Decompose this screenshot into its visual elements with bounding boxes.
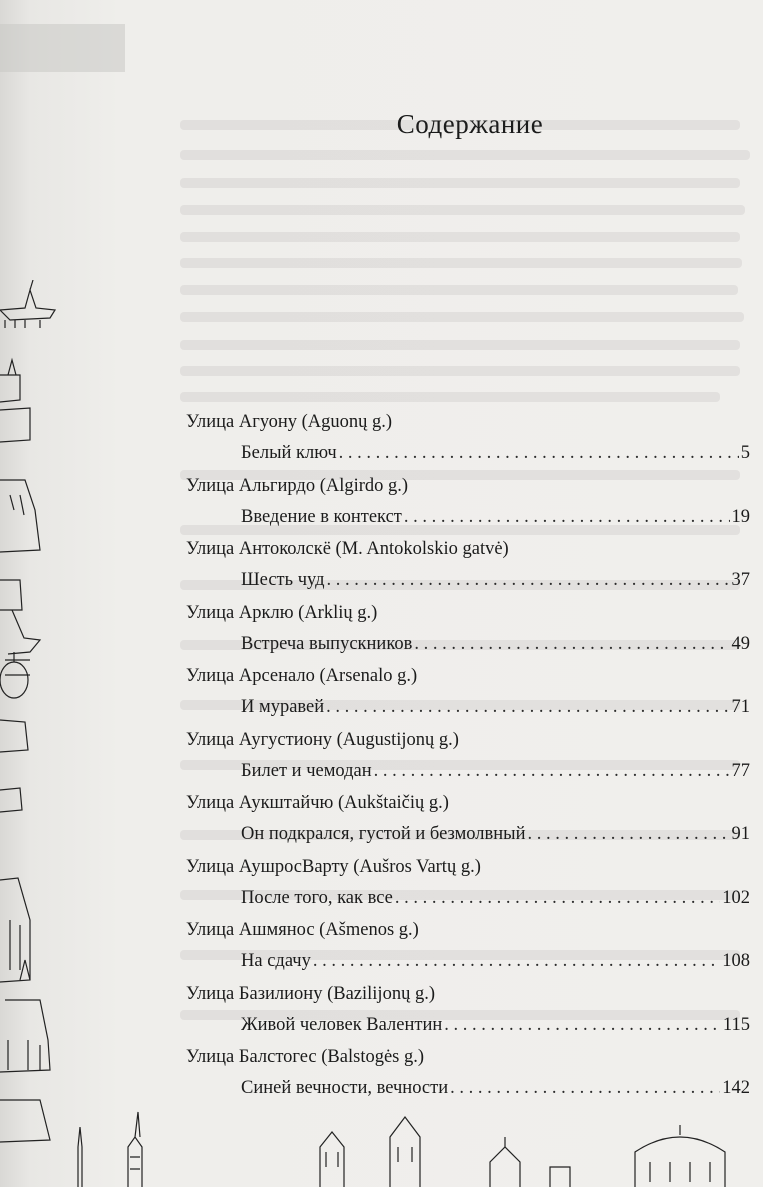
toc-story-line[interactable] <box>241 1078 750 1099</box>
toc-story-title: Введение в контекст <box>241 506 402 527</box>
toc-leader-dots <box>450 1078 720 1099</box>
toc-entry <box>186 476 750 540</box>
toc-page-number: 142 <box>722 1078 750 1098</box>
toc-entry <box>186 793 750 857</box>
toc-story-title: И муравей <box>241 697 325 717</box>
toc-entry <box>186 857 750 921</box>
toc-page-number: 49 <box>731 633 750 654</box>
toc-story-line[interactable] <box>241 824 750 845</box>
toc-story-title: На сдачу <box>241 951 311 971</box>
toc-leader-dots <box>395 888 720 909</box>
toc-story-line[interactable] <box>241 634 750 655</box>
toc-page-number: 77 <box>731 760 750 781</box>
toc-story-line[interactable] <box>241 697 750 718</box>
toc-page-number: 115 <box>722 1014 750 1035</box>
toc-street-heading: Улица Аукштайчю (Aukštaičių g.) <box>186 793 449 813</box>
toc-street-heading: Улица Арсенало (Arsenalo g.) <box>186 666 418 686</box>
toc-street-heading: Улица Арклю (Arklių g.) <box>186 602 378 623</box>
toc-street-heading: Улица Агуону (Aguonų g.) <box>186 412 393 432</box>
toc-story-title: Шесть чуд <box>241 570 325 590</box>
toc-street-heading: Улица Базилиону (Bazilijonų g.) <box>186 983 435 1004</box>
toc-page-number: 108 <box>722 951 750 971</box>
toc-story-line[interactable] <box>241 507 750 528</box>
toc-story-line[interactable] <box>241 443 750 464</box>
toc-page-number: 37 <box>731 570 750 590</box>
page-title: Содержание <box>396 109 544 139</box>
toc-entry <box>186 984 750 1048</box>
toc-story-line[interactable] <box>241 570 750 591</box>
toc-page-number: 102 <box>722 887 750 908</box>
toc-leader-dots <box>527 824 729 845</box>
toc-street-heading: Улица Альгирдо (Algirdo g.) <box>186 475 409 496</box>
toc-leader-dots <box>414 634 729 655</box>
toc-entry <box>186 603 750 667</box>
toc-street-heading: Улица Ашмянос (Ašmenos g.) <box>186 920 419 940</box>
toc-street-heading: Улица Антоколскё (M. Antokolskio gatvė) <box>186 539 509 559</box>
toc-entry <box>186 666 750 730</box>
toc-page-number: 71 <box>731 697 750 717</box>
toc-page-number: 5 <box>740 443 750 463</box>
toc-story-title: После того, как все <box>241 887 393 908</box>
toc-entry <box>186 412 750 476</box>
toc-story-title: Живой человек Валентин <box>241 1014 443 1035</box>
decorative-towers-illustration <box>0 280 70 1180</box>
decorative-skyline-illustration <box>60 1107 763 1187</box>
page-edge-shadow <box>0 24 125 72</box>
toc-leader-dots <box>326 697 729 718</box>
toc-leader-dots <box>313 951 720 972</box>
toc-story-title: Встреча выпускников <box>241 633 413 654</box>
toc-entry <box>186 1047 750 1111</box>
toc-leader-dots <box>374 761 730 782</box>
toc-story-title: Билет и чемодан <box>241 760 372 781</box>
toc-story-line[interactable] <box>241 888 750 909</box>
toc-story-title: Он подкрался, густой и безмолвный <box>241 824 526 844</box>
toc-story-line[interactable] <box>241 1015 750 1036</box>
toc-entry <box>186 920 750 984</box>
table-of-contents <box>186 412 750 1111</box>
toc-leader-dots <box>339 443 739 464</box>
toc-leader-dots <box>444 1015 721 1036</box>
toc-page-number: 19 <box>731 506 750 527</box>
toc-entry <box>186 730 750 794</box>
toc-story-title: Белый ключ <box>241 443 337 463</box>
toc-leader-dots <box>327 570 730 591</box>
toc-story-line[interactable] <box>241 761 750 782</box>
toc-street-heading: Улица Балстогес (Balstogės g.) <box>186 1047 425 1067</box>
toc-entry <box>186 539 750 603</box>
toc-street-heading: Улица АушросВарту (Aušros Vartų g.) <box>186 856 481 877</box>
toc-page-number: 91 <box>731 824 750 844</box>
toc-story-title: Синей вечности, вечности <box>241 1078 449 1098</box>
toc-street-heading: Улица Аугустиону (Augustijonų g.) <box>186 729 459 750</box>
toc-story-line[interactable] <box>241 951 750 972</box>
toc-leader-dots <box>404 507 730 528</box>
